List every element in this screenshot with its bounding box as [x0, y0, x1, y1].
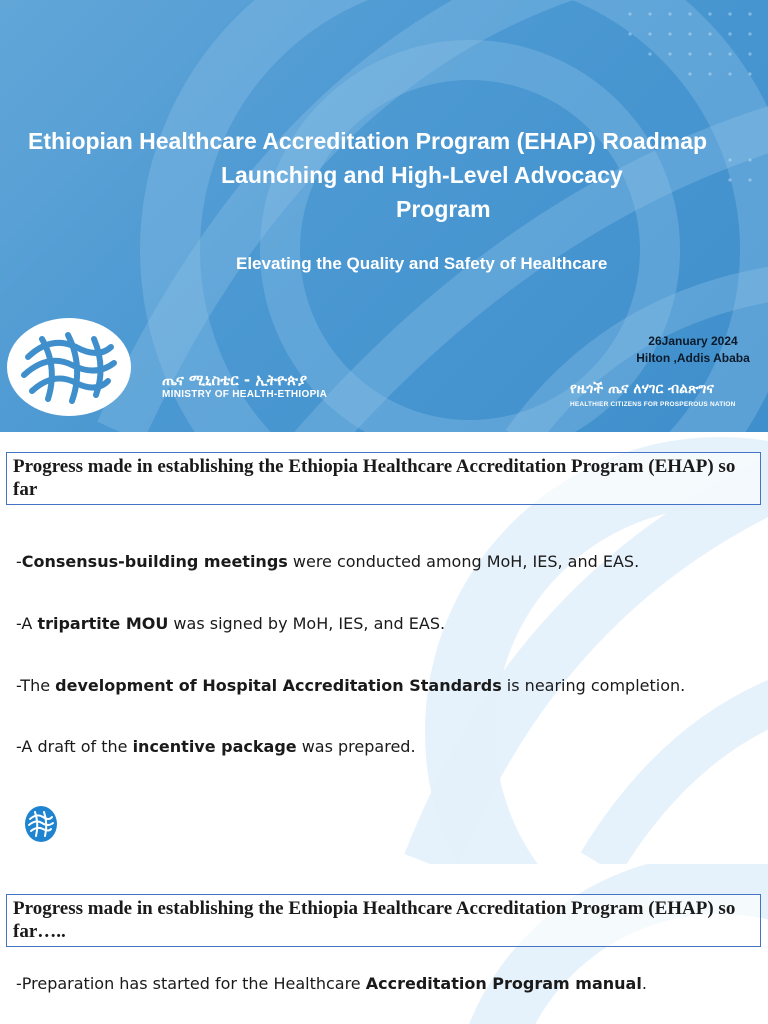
title-slide [0, 0, 768, 432]
slide-subtitle: Elevating the Quality and Safety of Healthcare [236, 254, 608, 273]
slide-heading: Progress made in establishing the Ethiopia Healthcare Accreditation Program (EHAP) so far [6, 452, 761, 505]
event-info [618, 333, 768, 367]
ministry-name-english: MINISTRY OF HEALTH-ETHIOPIA [162, 389, 328, 400]
slogan-amharic: የዜጎች ጤና ለሃገር ብልጽግና [570, 381, 714, 397]
moh-logo-icon [6, 317, 132, 417]
progress-slide-1 [0, 432, 768, 864]
moh-logo-icon [24, 804, 58, 844]
title-line-1: Ethiopian Healthcare Accreditation Program (EHAP) Roadmap [28, 128, 708, 154]
bullet-item: -Consensus-building meetings were conducted among MoH, IES, and EAS. [16, 552, 640, 571]
slide-title [28, 124, 768, 226]
slogan-english: HEALTHIER CITIZENS FOR PROSPEROUS NATION [570, 401, 736, 408]
title-line-3: Program [396, 196, 491, 222]
bullet-item: -Preparation has started for the Healthcare Accreditation Program manual. [16, 974, 647, 993]
bullet-item: -The development of Hospital Accreditation Standards is nearing completion. [16, 676, 686, 695]
ministry-name-amharic: ጤና ሚኒስቴር - ኢትዮጵያ [162, 371, 308, 389]
bullet-item: -A tripartite MOU was signed by MoH, IES, and EAS. [16, 614, 446, 633]
event-date: 26January 2024 [648, 334, 738, 348]
title-line-2: Launching and High-Level Advocacy [221, 162, 623, 188]
bullet-item: -A draft of the incentive package was prepared. [16, 737, 416, 756]
event-venue: Hilton ,Addis Ababa [636, 351, 750, 365]
progress-slide-2 [0, 864, 768, 1024]
slide-heading: Progress made in establishing the Ethiopia Healthcare Accreditation Program (EHAP) so far….. [6, 894, 761, 947]
